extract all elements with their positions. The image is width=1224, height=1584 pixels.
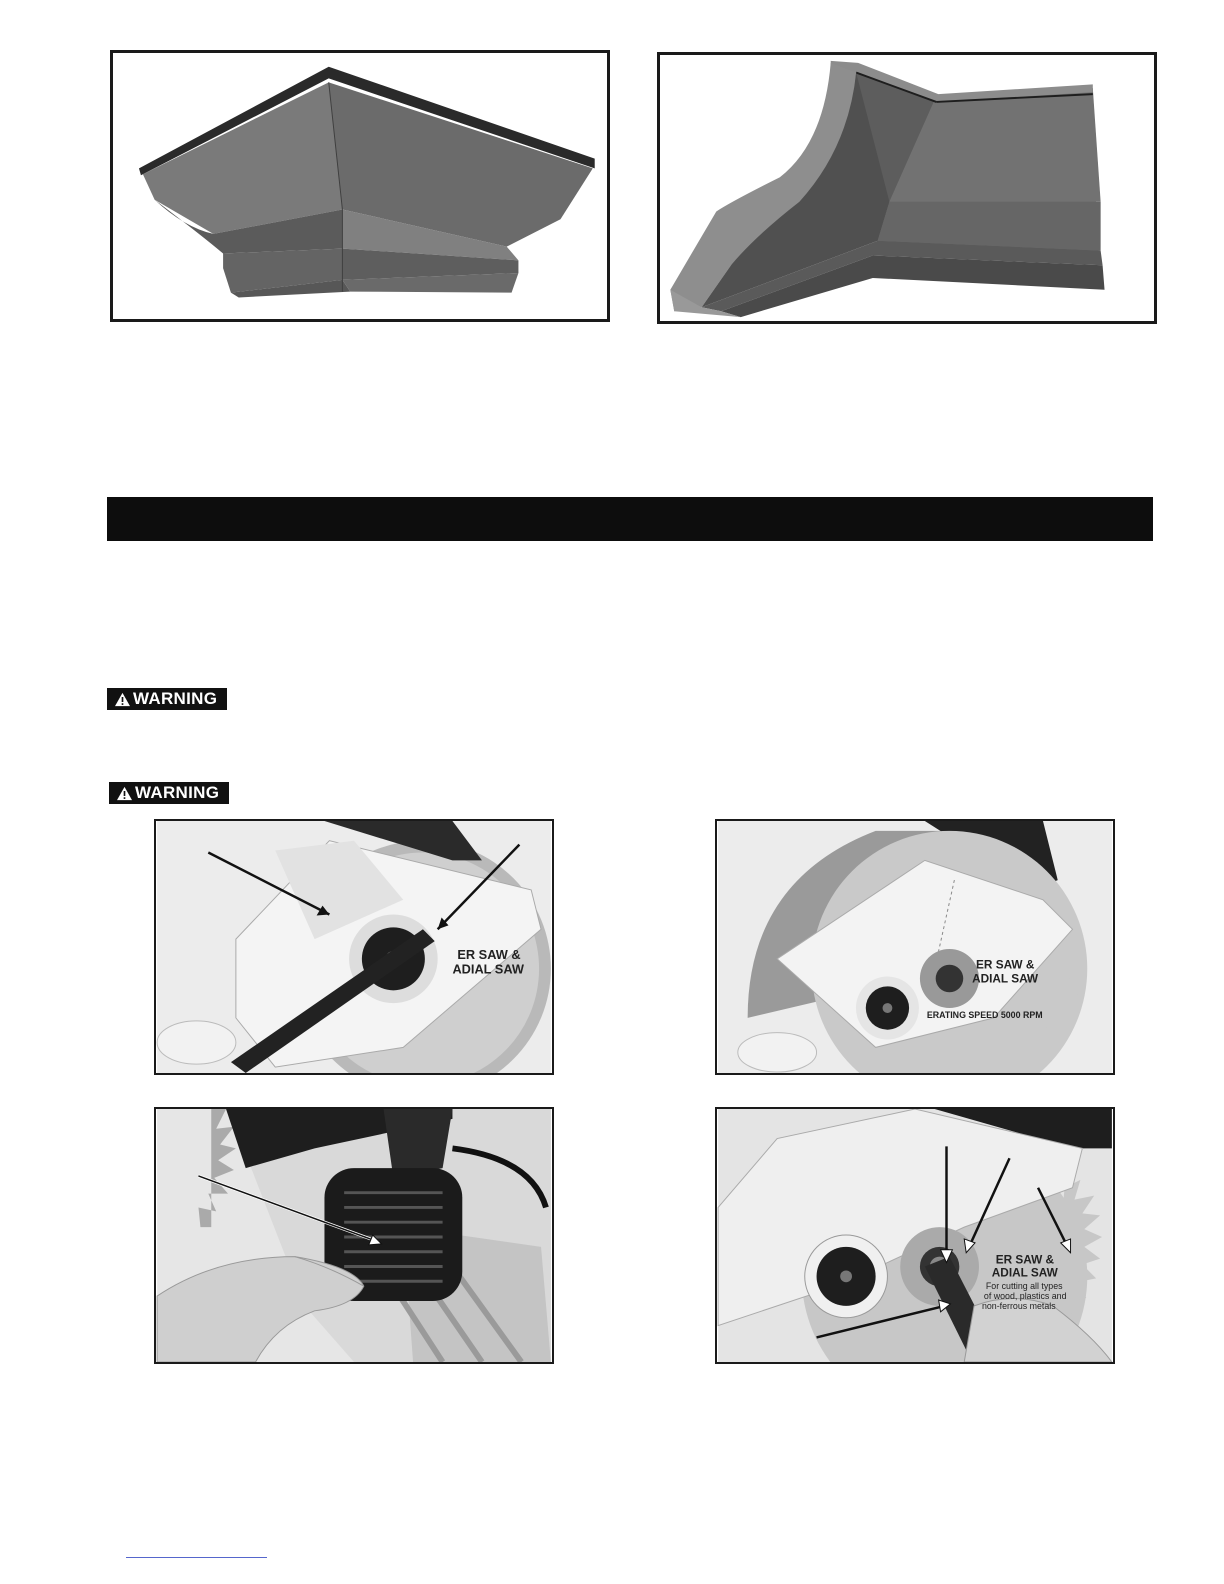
- warning-triangle-icon: [116, 786, 133, 801]
- blade-label-text: of wood, plastics and: [983, 1290, 1067, 1301]
- blade-label-text: ER SAW &: [995, 1252, 1055, 1267]
- guard-raised-photo: [715, 819, 1115, 1075]
- warning-triangle-icon: [114, 692, 131, 707]
- spindle-lock-photo: [154, 1107, 554, 1364]
- inside-corner-molding-figure: [657, 52, 1157, 324]
- blade-label-text: ADIAL SAW: [452, 961, 524, 977]
- blade-label-text: ERATING SPEED 5000 RPM: [926, 1009, 1043, 1020]
- footer-link-underline: [126, 1557, 267, 1558]
- blade-label-text: non-ferrous metals: [981, 1300, 1056, 1311]
- warning-badge: [107, 688, 227, 710]
- outside-corner-molding-illustration: [113, 53, 607, 319]
- arbor-wrench-photo: [715, 1107, 1115, 1364]
- section-heading-bar: [107, 497, 1153, 541]
- warning-label: WARNING: [133, 689, 218, 708]
- warning-label: WARNING: [135, 783, 220, 802]
- blade-guard-photo: [154, 819, 554, 1075]
- arbor-wrench-image: [717, 1109, 1113, 1362]
- blade-label-text: ER SAW &: [457, 946, 521, 962]
- blade-label-text: For cutting all types: [985, 1281, 1063, 1292]
- blade-label-text: ER SAW &: [976, 957, 1035, 972]
- inside-corner-molding-illustration: [660, 55, 1154, 321]
- warning-badge: [109, 782, 229, 804]
- blade-guard-image: [156, 821, 552, 1073]
- guard-raised-image: [717, 821, 1113, 1073]
- outside-corner-molding-figure: [110, 50, 610, 322]
- blade-label-text: ADIAL SAW: [991, 1265, 1058, 1280]
- spindle-lock-image: [156, 1109, 552, 1362]
- blade-label-text: ADIAL SAW: [972, 971, 1039, 986]
